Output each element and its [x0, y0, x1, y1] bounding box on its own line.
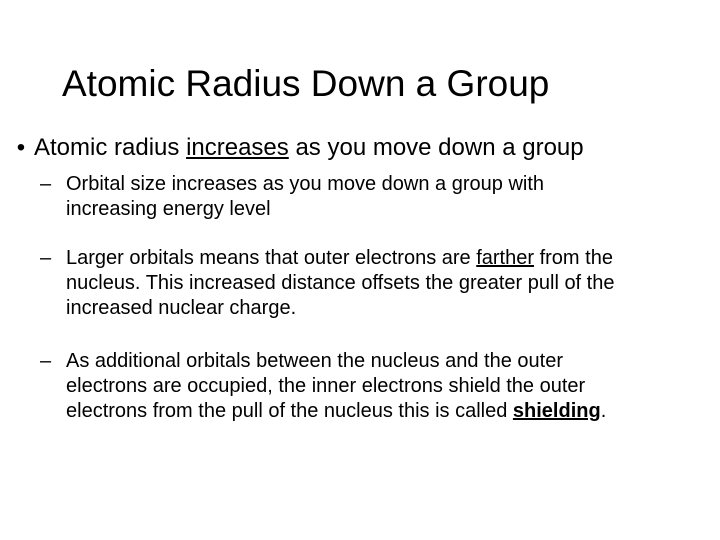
sub-point-text-end: .: [600, 400, 607, 422]
sub-point-line: increasing energy level: [66, 198, 271, 220]
sub-point-line: [66, 399, 706, 424]
sub-point-text: [66, 246, 706, 321]
sub-bullet-marker: –: [40, 350, 52, 372]
sub-bullet-marker: –: [40, 247, 52, 269]
main-bullet-text: [34, 132, 584, 164]
sub-point-line: nucleus. This increased distance offsets the greater pull of the: [66, 272, 615, 294]
sub-point-text-end: from the: [534, 247, 613, 269]
sub-bullet-marker: –: [40, 173, 52, 195]
sub-point-text-start: Larger orbitals means that outer electrons are: [66, 247, 477, 269]
sub-point-line: electrons are occupied, the inner electrons shield the outer: [66, 375, 586, 397]
sub-point-line: increased nuclear charge.: [66, 297, 297, 319]
sub-point-text-start: electrons from the pull of the nucleus this is called: [66, 400, 513, 422]
slide-title: Atomic Radius Down a Group: [62, 63, 550, 104]
main-bullet-text-end: as you move down a group: [288, 134, 584, 161]
emphasis-farther: farther: [476, 247, 535, 269]
sub-point-line: Orbital size increases as you move down a group with: [66, 173, 545, 195]
emphasis-shielding: shielding: [512, 400, 601, 422]
sub-point-line: As additional orbitals between the nucleus and the outer: [66, 350, 564, 372]
sub-point-text: [66, 349, 706, 424]
sub-point-line: [66, 246, 706, 271]
main-bullet-text-start: Atomic radius: [34, 134, 187, 161]
sub-point-text: [66, 172, 706, 222]
emphasis-increases: increases: [186, 134, 289, 161]
bullet-marker: •: [16, 134, 26, 161]
